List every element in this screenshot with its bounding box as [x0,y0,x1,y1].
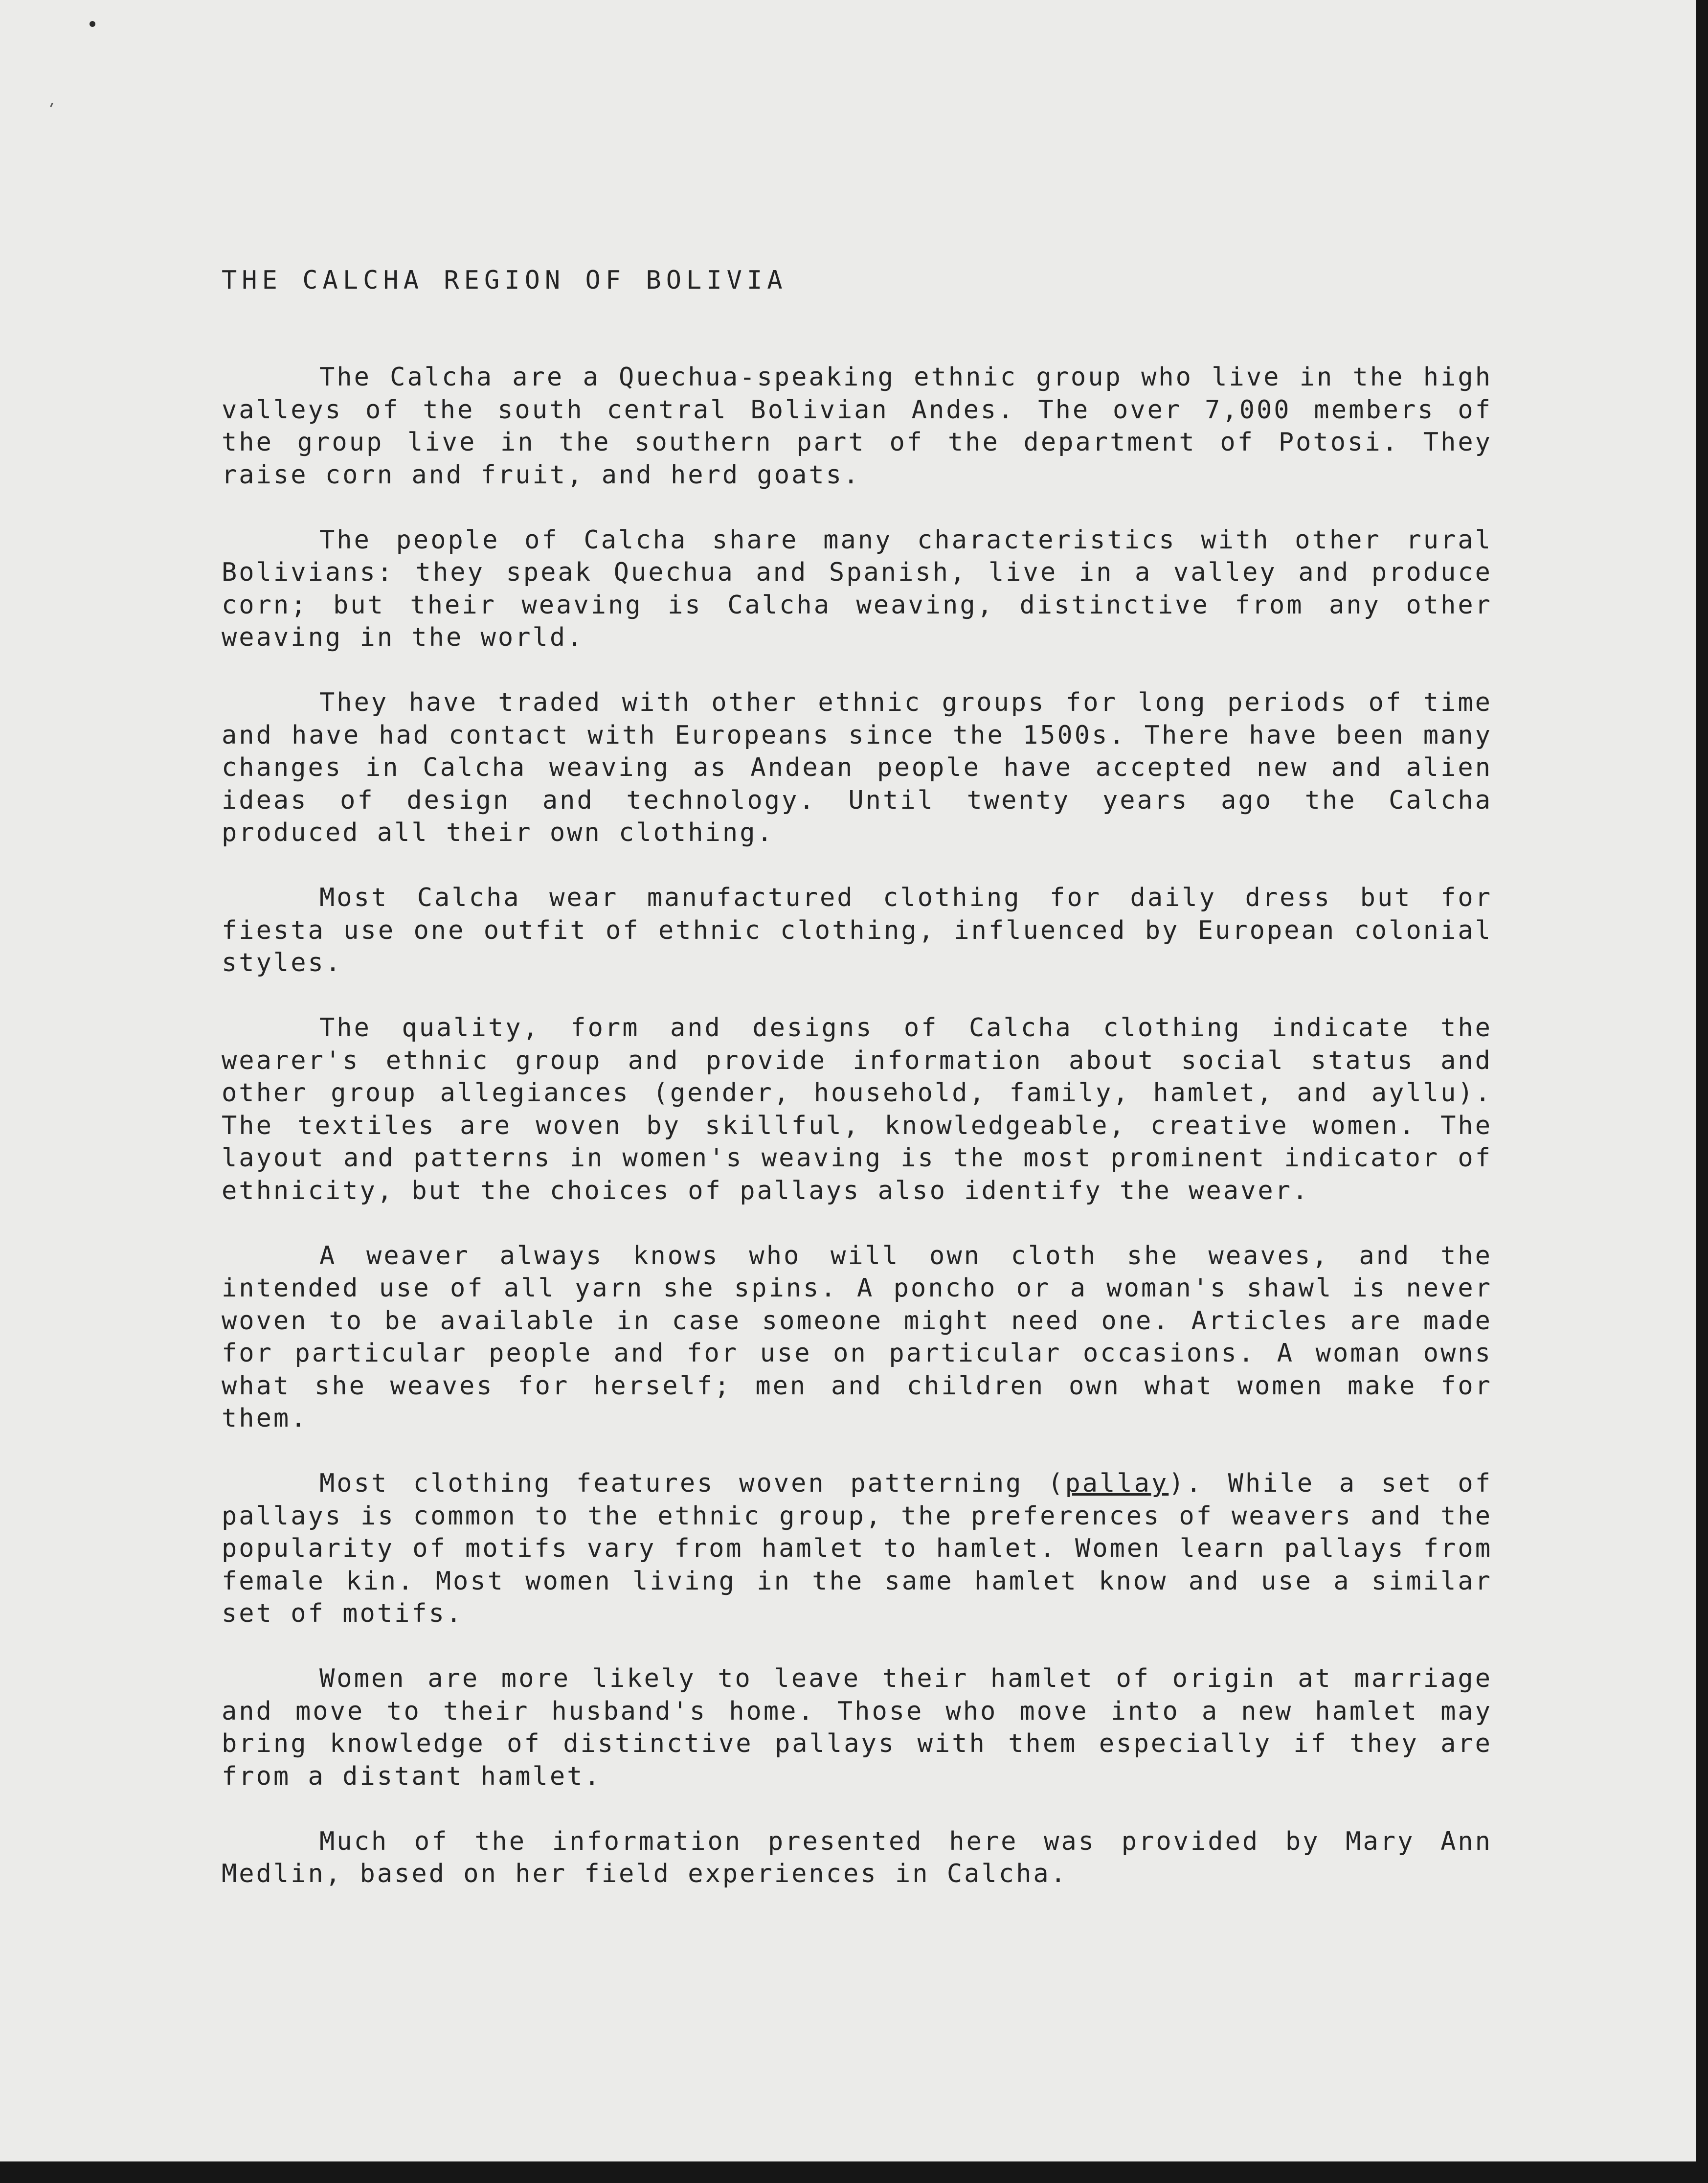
paragraph-6: A weaver always knows who will own cloth she weaves, and the intended use of all yarn she spins. A poncho or a woman's shawl is never woven to be available in case someone might need one. Articles are made for particular people and for use on particular occasions. A woman owns what she weaves for herself; men and children own what women make for them. [222,1241,1492,1433]
paragraph-4: Most Calcha wear manufactured clothing for daily dress but for fiesta use one outfit of ethnic clothing, influenced by European colonial styles. [222,883,1492,978]
paragraph-5: The quality, form and designs of Calcha clothing indicate the wearer's ethnic group and provide information about social status and other group allegiances (gender, household, family, hamlet, and ayllu). The textiles are woven by skillful, knowledgeable, creative women. The layout and patterns in women's weaving is the most prominent indicator of ethnicity, but the choices of pallays also identify the weaver. [222,1013,1492,1205]
ink-tick [50,103,53,107]
paragraph-7-start: Most clothing features woven patterning ( [319,1469,1065,1498]
paragraph-2: The people of Calcha share many characteristics with other rural Bolivians: they speak Quechua and Spanish, live in a valley and produce corn; but their weaving is Calcha weaving, distinctive from any other weaving in the world. [222,525,1492,652]
document-title: THE CALCHA REGION OF BOLIVIA [222,266,787,295]
ink-dot [90,21,95,27]
paragraph-7 [222,1467,1492,1630]
paragraph-7-end: ). While a set of pallays is common to the ethnic group, the preferences of weavers and the popularity of motifs vary from hamlet to hamlet. Women learn pallays from female kin. Most women living in the same hamlet know and use a similar set of motifs. [222,1469,1493,1628]
paragraph-9: Much of the information presented here was provided by Mary Ann Medlin, based on her field experiences in Calcha. [222,1826,1492,1888]
paragraph-1: The Calcha are a Quechua-speaking ethnic group who live in the high valleys of the south central Bolivian Andes. The over 7,000 members of the group live in the southern part of the department of Potosi. They raise corn and fruit, and herd goats. [222,363,1492,490]
document-body [222,361,1492,1923]
pallay-term: pallay [1065,1469,1169,1498]
paragraph-3: They have traded with other ethnic groups for long periods of time and have had contact with Europeans since the 1500s. There have been many changes in Calcha weaving as Andean people have accepted new and alien ideas of design and technology. Until twenty years ago the Calcha produced all their own clothing. [222,688,1492,847]
paragraph-8: Women are more likely to leave their hamlet of origin at marriage and move to their husband's home. Those who move into a new hamlet may bring knowledge of distinctive pallays with them especially if they are from a distant hamlet. [222,1664,1492,1791]
